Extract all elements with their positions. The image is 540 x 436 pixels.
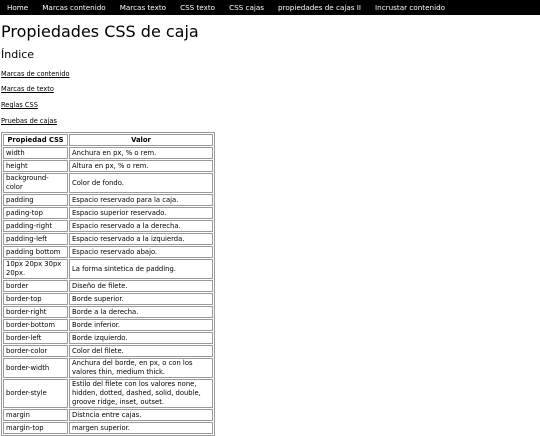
property-value-cell: Color de fondo. <box>69 173 213 193</box>
property-value-cell: Borde superior. <box>69 293 213 305</box>
table-row <box>3 207 213 219</box>
property-name-cell: border-color <box>3 345 68 357</box>
property-name-cell: border-width <box>3 358 68 378</box>
property-value-cell: Anchura del borde, en px, o con los valores thin, medium thick. <box>69 358 213 378</box>
table-row <box>3 233 213 245</box>
property-name-cell: height <box>3 160 68 172</box>
table-row <box>3 173 213 193</box>
property-value-cell: Borde izquierdo. <box>69 332 213 344</box>
table-row <box>3 194 213 206</box>
property-value-cell: Estilo del filete con los valores none, hidden, dotted, dashed, solid, double, groove ridge, inset, outset. <box>69 379 213 408</box>
property-name-cell: width <box>3 147 68 159</box>
table-row <box>3 422 213 434</box>
table-row <box>3 259 213 279</box>
page-title: Propiedades CSS de caja <box>1 22 199 41</box>
property-value-cell: Borde a la derecha. <box>69 306 213 318</box>
property-name-cell: background-color <box>3 173 68 193</box>
property-name-cell: border-style <box>3 379 68 408</box>
table-row <box>3 246 213 258</box>
table-row <box>3 379 213 408</box>
property-value-cell: Espacio reservado para la caja. <box>69 194 213 206</box>
index-link-marcas-texto[interactable]: Marcas de texto <box>1 85 54 93</box>
property-name-cell: padding-left <box>3 233 68 245</box>
table-row <box>3 160 213 172</box>
table-row <box>3 220 213 232</box>
nav-link-css-cajas[interactable]: CSS cajas <box>229 3 265 12</box>
property-value-cell: margen superior. <box>69 422 213 434</box>
property-value-cell: Color del filete. <box>69 345 213 357</box>
property-name-cell: 10px 20px 30px 20px. <box>3 259 68 279</box>
index-link-marcas-contenido[interactable]: Marcas de contenido <box>1 70 70 78</box>
property-value-cell: La forma sintetica de padding. <box>69 259 213 279</box>
nav-link-home[interactable]: Home <box>7 3 29 12</box>
property-name-cell: border-bottom <box>3 319 68 331</box>
property-value-cell: Diseño de filete. <box>69 280 213 292</box>
table-row <box>3 345 213 357</box>
table-row <box>3 293 213 305</box>
top-navigation-bar <box>0 0 540 15</box>
property-name-cell: border-right <box>3 306 68 318</box>
property-name-cell: padding bottom <box>3 246 68 258</box>
nav-link-marcas-texto[interactable]: Marcas texto <box>119 3 167 12</box>
css-properties-table <box>1 132 215 436</box>
table-body <box>3 147 213 434</box>
property-value-cell: Altura en px, % o rem. <box>69 160 213 172</box>
table-row <box>3 147 213 159</box>
column-header-propiedad: Propiedad CSS <box>3 134 68 146</box>
property-name-cell: margin <box>3 409 68 421</box>
table-row <box>3 409 213 421</box>
property-name-cell: padding-right <box>3 220 68 232</box>
property-name-cell: border-top <box>3 293 68 305</box>
nav-link-marcas-contenido[interactable]: Marcas contenido <box>42 3 106 12</box>
index-link-reglas-css[interactable]: Reglas CSS <box>1 101 38 109</box>
nav-link-css-texto[interactable]: CSS texto <box>180 3 216 12</box>
property-value-cell: Espacio superior reservado. <box>69 207 213 219</box>
property-name-cell: border <box>3 280 68 292</box>
property-value-cell: Espacio reservado abajo. <box>69 246 213 258</box>
table-row <box>3 319 213 331</box>
property-value-cell: Borde inferior. <box>69 319 213 331</box>
property-value-cell: Distncia entre cajas. <box>69 409 213 421</box>
index-heading: Índice <box>1 48 35 61</box>
nav-link-propiedades-cajas-ii[interactable]: propiedades de cajas II <box>278 3 362 12</box>
property-name-cell: border-left <box>3 332 68 344</box>
table-header-row <box>3 134 213 146</box>
index-link-pruebas-cajas[interactable]: Pruebas de cajas <box>1 117 57 125</box>
column-header-valor: Valor <box>69 134 213 146</box>
table-row <box>3 280 213 292</box>
table-row <box>3 358 213 378</box>
property-name-cell: padding <box>3 194 68 206</box>
property-value-cell: Anchura en px, % o rem. <box>69 147 213 159</box>
property-value-cell: Espacio reservado a la derecha. <box>69 220 213 232</box>
nav-link-incrustar-contenido[interactable]: Incrustar contenido <box>375 3 446 12</box>
property-name-cell: margin-top <box>3 422 68 434</box>
property-value-cell: Espacio reservado a la izquierda. <box>69 233 213 245</box>
table-row <box>3 306 213 318</box>
property-name-cell: pading-top <box>3 207 68 219</box>
table-row <box>3 332 213 344</box>
